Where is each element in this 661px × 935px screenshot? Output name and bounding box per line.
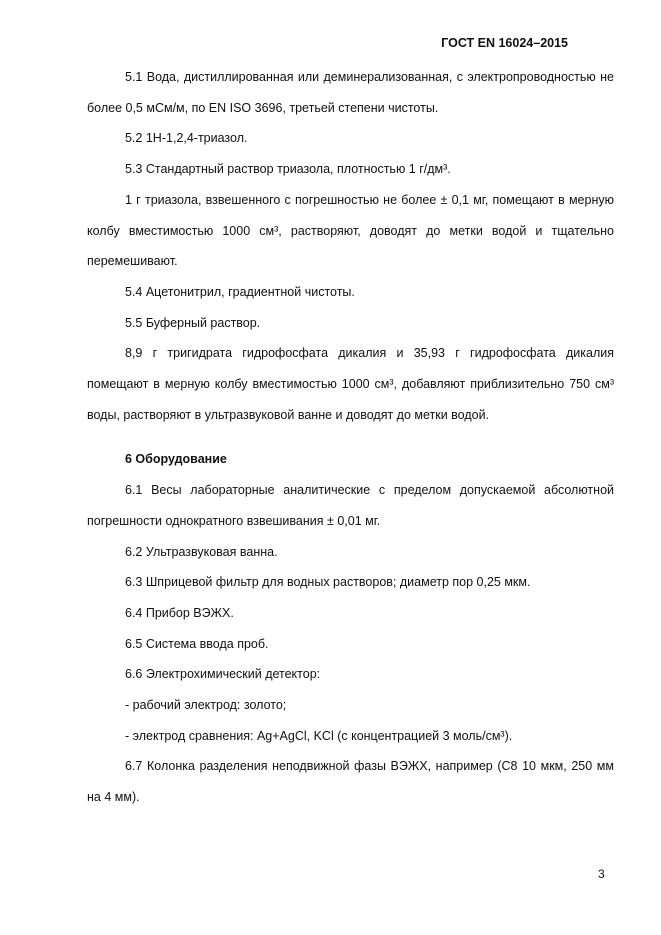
paragraph-6-7: 6.7 Колонка разделения неподвижной фазы ВЭЖХ, например (С8 10 мкм, 250 мм на 4 мм). [87, 759, 614, 805]
paragraph-6-4: 6.4 Прибор ВЭЖХ. [125, 605, 234, 620]
paragraph-6-3: 6.3 Шприцевой фильтр для водных растворов; диаметр пор 0,25 мкм. [125, 575, 531, 590]
document-body [87, 62, 614, 813]
paragraph-5-3: 5.3 Стандартный раствор триазола, плотностью 1 г/дм³. [125, 162, 451, 177]
paragraph-6-6: 6.6 Электрохимический детектор: [125, 667, 321, 682]
section-6-heading: 6 Оборудование [125, 452, 227, 467]
paragraph-6-2: 6.2 Ультразвуковая ванна. [125, 544, 278, 559]
document-header: ГОСТ EN 16024–2015 [441, 36, 568, 50]
paragraph-5-4: 5.4 Ацетонитрил, градиентной чистоты. [125, 284, 355, 299]
paragraph-5-1: 5.1 Вода, дистиллированная или деминерализованная, с электропроводностью не более 0,5 мСм/м, по EN ISO 3696, третьей степени чистоты. [87, 70, 614, 115]
list-item-working-electrode: - рабочий электрод: золото; [125, 698, 287, 713]
page-number: 3 [598, 867, 605, 881]
list-item-reference-electrode: - электрод сравнения: Ag+AgCl, KCl (с концентрацией 3 моль/см³). [125, 728, 513, 743]
paragraph-5-2: 5.2 1Н-1,2,4-триазол. [125, 131, 248, 146]
paragraph-6-5: 6.5 Система ввода проб. [125, 636, 269, 651]
paragraph-5-5-detail: 8,9 г тригидрата гидрофосфата дикалия и 35,93 г гидрофосфата дикалия помещают в мерную колбу вместимостью 1000 см³, добавляют приблизительно 750 см³ воды, растворяют в ультразвуковой ванне и доводят до метки водой. [87, 346, 614, 422]
paragraph-5-5: 5.5 Буферный раствор. [125, 315, 261, 330]
paragraph-6-1: 6.1 Весы лабораторные аналитические с пределом допускаемой абсолютной погрешности однократного взвешивания ± 0,01 мг. [87, 483, 614, 528]
paragraph-5-3-detail: 1 г триазола, взвешенного с погрешностью не более ± 0,1 мг, помещают в мерную колбу вместимостью 1000 см³, растворяют, доводят до метки водой и тщательно перемешивают. [87, 192, 614, 269]
